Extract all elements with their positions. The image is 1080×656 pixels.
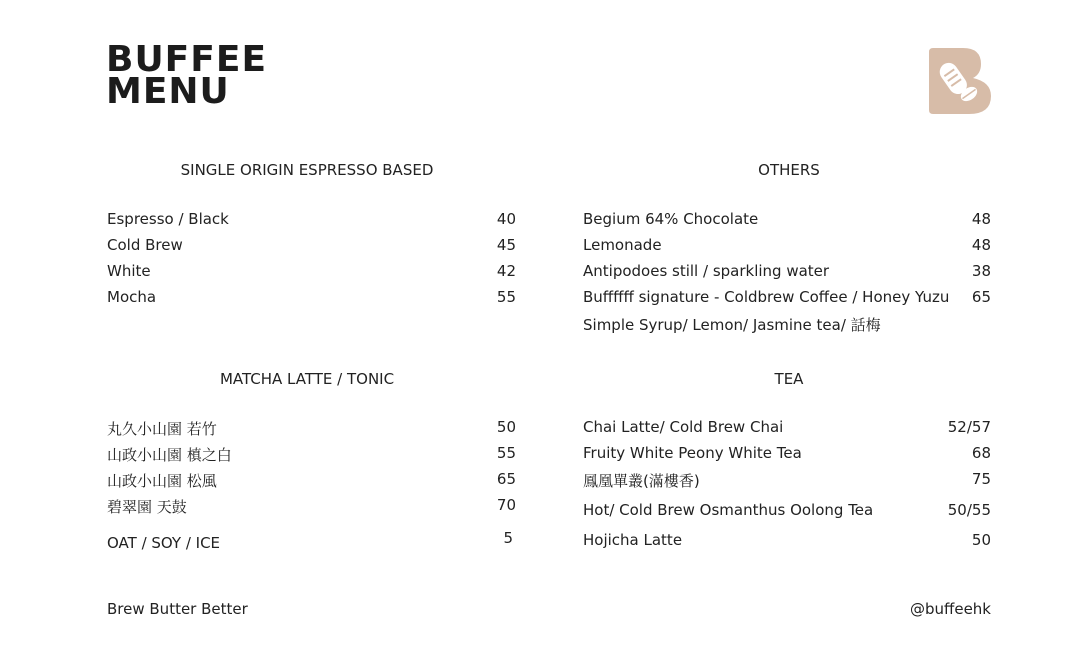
menu-item-price: 38 [971,262,991,280]
menu-item-name: Cold Brew [107,236,183,254]
menu-item-price: 55 [496,444,516,462]
menu-item-price: 75 [971,470,991,488]
social-handle: @buffeehk [909,600,991,618]
menu-title [106,39,268,112]
menu-item-price: 40 [496,210,516,228]
menu-item-price: 65 [971,288,991,306]
menu-item-price: 45 [496,236,516,254]
menu-item-price: 52/57 [947,418,991,436]
menu-item-name: 山政小山園 松風 [107,472,217,490]
menu-item-name: Antipodoes still / sparkling water [583,262,830,280]
menu-item-name: Begium 64% Chocolate [583,210,759,228]
menu-item-name: Mocha [107,288,157,306]
menu-item-name: Simple Syrup/ Lemon/ Jasmine tea/ 話梅 [583,316,881,334]
menu-item-name: 鳳凰單叢(滿樓香) [583,472,700,490]
menu-item-name: Chai Latte/ Cold Brew Chai [583,418,784,436]
menu-item-name: 丸久小山園 若竹 [107,420,217,438]
menu-item-price: 65 [496,470,516,488]
menu-item-price: 50/55 [947,501,991,519]
menu-item-price: 5 [503,529,513,547]
menu-title-line1: BUFFEE [106,39,268,80]
section-title-matcha: MATCHA LATTE / TONIC [219,370,395,388]
section-title-espresso: SINGLE ORIGIN ESPRESSO BASED [180,161,434,179]
menu-item-name: OAT / SOY / ICE [107,534,221,552]
menu-item-name: 碧翠園 天鼓 [107,498,187,516]
section-title-others: OTHERS [758,161,820,179]
menu-item-name: Fruity White Peony White Tea [583,444,802,462]
menu-item-price: 48 [971,210,991,228]
menu-item-price: 50 [496,418,516,436]
menu-item-price: 42 [496,262,516,280]
menu-item-price: 68 [971,444,991,462]
tagline: Brew Butter Better [107,600,248,618]
menu-item-name: Hojicha Latte [583,531,683,549]
buffee-logo-icon [929,48,993,114]
menu-item-price: 50 [971,531,991,549]
section-title-tea: TEA [774,370,804,388]
menu-item-name: Lemonade [583,236,662,254]
menu-item-price: 70 [496,496,516,514]
menu-item-name: White [107,262,151,280]
menu-item-name: Hot/ Cold Brew Osmanthus Oolong Tea [583,501,874,519]
menu-item-name: Buffffff signature - Coldbrew Coffee / Honey Yuzu [583,288,950,306]
menu-item-price: 55 [496,288,516,306]
menu-title-line2: MENU [106,71,230,112]
menu-item-price: 48 [971,236,991,254]
menu-item-name: Espresso / Black [107,210,229,228]
menu-item-name: 山政小山園 槙之白 [107,446,232,464]
